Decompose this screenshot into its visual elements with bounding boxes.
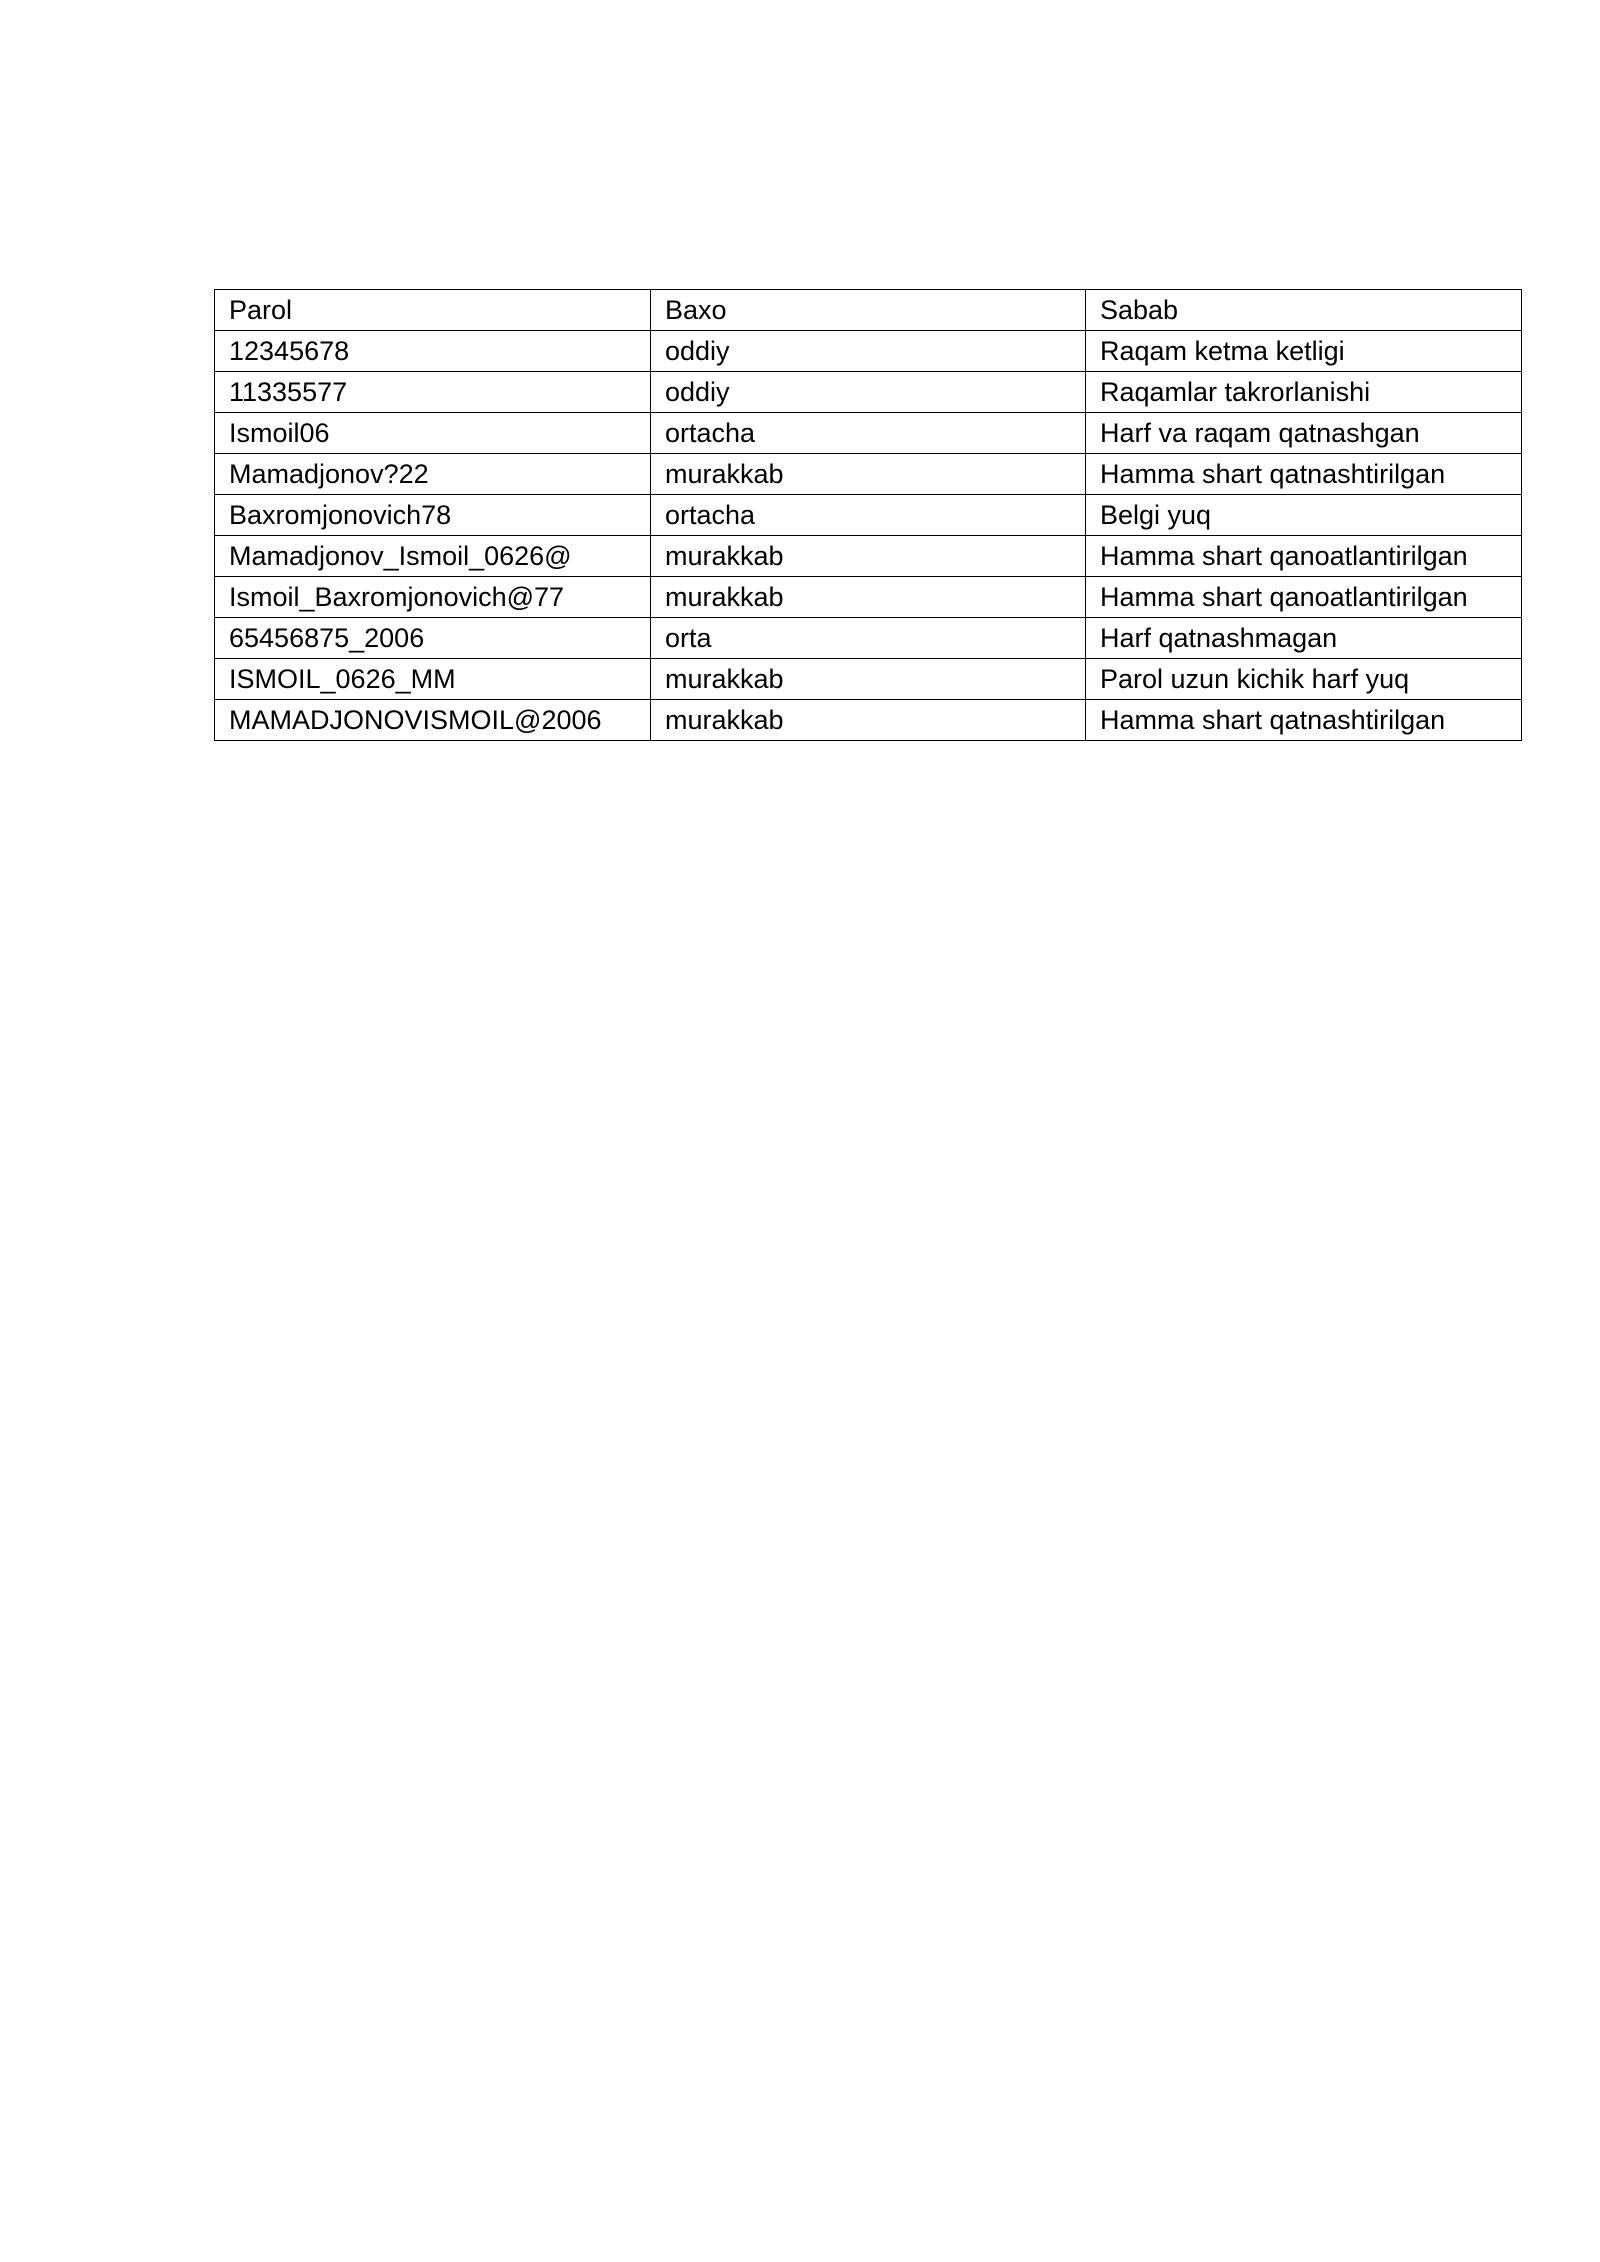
table-row	[215, 577, 1522, 618]
table-row	[215, 454, 1522, 495]
table-row	[215, 495, 1522, 536]
table-row	[215, 659, 1522, 700]
cell-parol: Ismoil_Baxromjonovich@77	[215, 577, 651, 618]
cell-sabab: Belgi yuq	[1086, 495, 1522, 536]
password-table	[214, 289, 1522, 741]
cell-sabab: Harf qatnashmagan	[1086, 618, 1522, 659]
header-cell-parol: Parol	[215, 290, 651, 331]
table-row	[215, 331, 1522, 372]
cell-parol: Mamadjonov_Ismoil_0626@	[215, 536, 651, 577]
cell-parol: 65456875_2006	[215, 618, 651, 659]
cell-baxo: murakkab	[651, 700, 1086, 741]
cell-parol: Ismoil06	[215, 413, 651, 454]
cell-parol: Baxromjonovich78	[215, 495, 651, 536]
cell-parol: MAMADJONOVISMOIL@2006	[215, 700, 651, 741]
cell-sabab: Hamma shart qatnashtirilgan	[1086, 700, 1522, 741]
cell-parol: ISMOIL_0626_MM	[215, 659, 651, 700]
table-row	[215, 372, 1522, 413]
cell-parol: 12345678	[215, 331, 651, 372]
header-cell-sabab: Sabab	[1086, 290, 1522, 331]
cell-parol: Mamadjonov?22	[215, 454, 651, 495]
cell-sabab: Raqam ketma ketligi	[1086, 331, 1522, 372]
cell-sabab: Hamma shart qanoatlantirilgan	[1086, 536, 1522, 577]
table-row	[215, 536, 1522, 577]
cell-baxo: murakkab	[651, 536, 1086, 577]
cell-baxo: murakkab	[651, 577, 1086, 618]
table-row	[215, 618, 1522, 659]
table-row	[215, 700, 1522, 741]
cell-baxo: ortacha	[651, 495, 1086, 536]
cell-sabab: Harf va raqam qatnashgan	[1086, 413, 1522, 454]
cell-baxo: oddiy	[651, 331, 1086, 372]
cell-sabab: Parol uzun kichik harf yuq	[1086, 659, 1522, 700]
cell-sabab: Raqamlar takrorlanishi	[1086, 372, 1522, 413]
cell-sabab: Hamma shart qanoatlantirilgan	[1086, 577, 1522, 618]
cell-baxo: orta	[651, 618, 1086, 659]
cell-sabab: Hamma shart qatnashtirilgan	[1086, 454, 1522, 495]
cell-baxo: oddiy	[651, 372, 1086, 413]
header-cell-baxo: Baxo	[651, 290, 1086, 331]
cell-baxo: ortacha	[651, 413, 1086, 454]
table-header-row	[215, 290, 1522, 331]
table-row	[215, 413, 1522, 454]
cell-baxo: murakkab	[651, 659, 1086, 700]
cell-baxo: murakkab	[651, 454, 1086, 495]
cell-parol: 11335577	[215, 372, 651, 413]
